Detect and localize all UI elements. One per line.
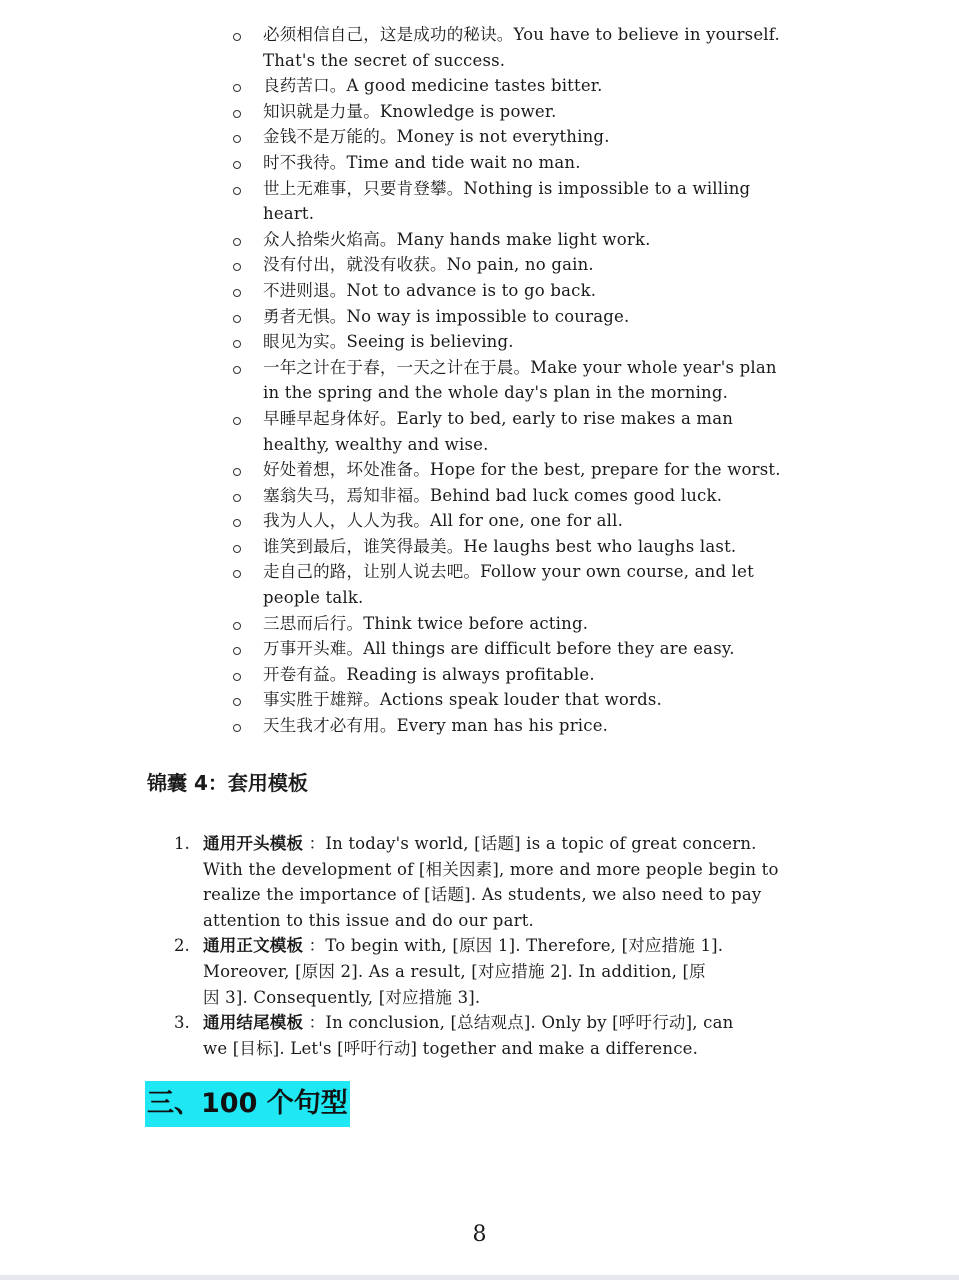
proverb-text-line: people talk. bbox=[263, 588, 364, 608]
bullet-circle-icon bbox=[233, 519, 241, 527]
bullet-circle-icon bbox=[233, 698, 241, 706]
proverb-item bbox=[0, 534, 838, 560]
template-label: 通用结尾模板 bbox=[203, 1013, 304, 1033]
template-label: 通用正文模板 bbox=[203, 936, 304, 956]
template-text: ：To begin with, [原因 1]. Therefore, [对应措施 1]. bbox=[303, 936, 724, 956]
bullet-circle-icon bbox=[233, 366, 241, 374]
bullet-circle-icon bbox=[233, 315, 241, 323]
template-text-line bbox=[203, 1010, 823, 1036]
template-item bbox=[0, 1010, 823, 1061]
bullet-circle-icon bbox=[233, 340, 241, 348]
section-heading: 锦囊 4：套用模板 bbox=[147, 771, 308, 795]
proverb-text-line: 走自己的路，让别人说去吧。Follow your own course, and let bbox=[263, 562, 754, 582]
bullet-circle-icon bbox=[233, 84, 241, 92]
proverb-item bbox=[0, 687, 838, 713]
bullet-circle-icon bbox=[233, 622, 241, 630]
bullet-circle-icon bbox=[233, 673, 241, 681]
proverb-text-line: 天生我才必有用。Every man has his price. bbox=[263, 716, 609, 736]
template-list bbox=[0, 831, 959, 1061]
proverb-item bbox=[0, 22, 838, 73]
proverb-text-line: 万事开头难。All things are difficult before they are easy. bbox=[263, 639, 735, 659]
template-text-line: 因 3]. Consequently, [对应措施 3]. bbox=[203, 987, 481, 1007]
proverb-text-line: 塞翁失马，焉知非福。Behind bad luck comes good luck. bbox=[263, 485, 723, 505]
proverb-text-line: 金钱不是万能的。Money is not everything. bbox=[263, 127, 610, 147]
page-number: 8 bbox=[472, 1222, 487, 1247]
template-number: 1. bbox=[174, 834, 190, 853]
proverb-item bbox=[0, 713, 838, 739]
proverb-text-line: That's the secret of success. bbox=[263, 50, 506, 70]
bullet-circle-icon bbox=[233, 647, 241, 655]
proverb-text-line: 时不我待。Time and tide wait no man. bbox=[263, 152, 581, 172]
bullet-circle-icon bbox=[233, 570, 241, 578]
proverb-item bbox=[0, 278, 838, 304]
template-text-line: attention to this issue and do our part. bbox=[203, 910, 534, 930]
proverb-item bbox=[0, 176, 838, 227]
proverb-text-line: 眼见为实。Seeing is believing. bbox=[263, 332, 514, 352]
bullet-circle-icon bbox=[233, 110, 241, 118]
page-bottom-edge bbox=[0, 1275, 959, 1280]
template-number: 2. bbox=[174, 936, 190, 956]
template-text-line: With the development of [相关因素], more and more people begin to bbox=[203, 859, 779, 879]
bullet-circle-icon bbox=[233, 135, 241, 143]
proverb-item bbox=[0, 150, 838, 176]
proverb-text-line: in the spring and the whole day's plan in the morning. bbox=[263, 383, 729, 403]
bullet-circle-icon bbox=[233, 187, 241, 195]
proverb-item bbox=[0, 662, 838, 688]
proverb-text-line: 知识就是力量。Knowledge is power. bbox=[263, 101, 557, 121]
proverb-text-line: 开卷有益。Reading is always profitable. bbox=[263, 664, 595, 684]
template-text-line bbox=[203, 933, 823, 959]
proverb-item bbox=[0, 73, 838, 99]
proverb-text-line: 良药苦口。A good medicine tastes bitter. bbox=[263, 76, 603, 96]
bullet-circle-icon bbox=[233, 545, 241, 553]
bullet-circle-icon bbox=[233, 417, 241, 425]
proverb-item bbox=[0, 559, 838, 610]
bullet-circle-icon bbox=[233, 494, 241, 502]
template-label: 通用开头模板 bbox=[203, 834, 304, 853]
template-text: ：In today's world, [话题] is a topic of great concern. bbox=[303, 834, 757, 853]
proverb-text-line: 三思而后行。Think twice before acting. bbox=[263, 613, 589, 633]
proverb-text-line: 没有付出，就没有收获。No pain, no gain. bbox=[263, 255, 594, 275]
proverb-text-line: heart. bbox=[263, 204, 315, 224]
proverb-text-line: 事实胜于雄辩。Actions speak louder that words. bbox=[263, 690, 662, 710]
proverb-text-line: 世上无难事，只要肯登攀。Nothing is impossible to a willing bbox=[263, 178, 751, 198]
proverb-text-line: healthy, wealthy and wise. bbox=[263, 434, 489, 454]
proverb-text-line: 好处着想，坏处准备。Hope for the best, prepare for the worst. bbox=[263, 460, 781, 480]
proverb-text-line: 一年之计在于春，一天之计在于晨。Make your whole year's plan bbox=[263, 357, 777, 377]
proverb-item bbox=[0, 99, 838, 125]
proverb-item bbox=[0, 611, 838, 637]
proverb-list bbox=[0, 22, 959, 739]
template-item bbox=[0, 831, 823, 933]
template-number: 3. bbox=[174, 1013, 190, 1033]
proverb-item bbox=[0, 508, 838, 534]
bullet-circle-icon bbox=[233, 238, 241, 246]
proverb-item bbox=[0, 304, 838, 330]
bullet-circle-icon bbox=[233, 724, 241, 732]
proverb-text-line: 不进则退。Not to advance is to go back. bbox=[263, 280, 597, 300]
proverb-text-line: 早睡早起身体好。Early to bed, early to rise makes a man bbox=[263, 408, 734, 428]
bullet-circle-icon bbox=[233, 263, 241, 271]
bullet-circle-icon bbox=[233, 161, 241, 169]
bullet-circle-icon bbox=[233, 33, 241, 41]
template-text-line: we [目标]. Let's [呼吁行动] together and make a difference. bbox=[203, 1038, 699, 1058]
proverb-text-line: 谁笑到最后，谁笑得最美。He laughs best who laughs last. bbox=[263, 536, 737, 556]
proverb-item bbox=[0, 227, 838, 253]
proverb-item bbox=[0, 406, 838, 457]
proverb-text-line: 众人拾柴火焰高。Many hands make light work. bbox=[263, 229, 651, 249]
template-item bbox=[0, 933, 823, 1010]
template-text-line bbox=[203, 831, 823, 857]
template-text-line: realize the importance of [话题]. As students, we also need to pay bbox=[203, 885, 762, 905]
proverb-item bbox=[0, 457, 838, 483]
proverb-item bbox=[0, 483, 838, 509]
template-text: ：In conclusion, [总结观点]. Only by [呼吁行动], can bbox=[303, 1013, 734, 1033]
bullet-circle-icon bbox=[233, 468, 241, 476]
template-text-line: Moreover, [原因 2]. As a result, [对应措施 2]. In addition, [原 bbox=[203, 961, 706, 981]
proverb-item bbox=[0, 329, 838, 355]
proverb-text-line: 必须相信自己，这是成功的秘诀。You have to believe in yourself. bbox=[263, 25, 780, 44]
proverb-item bbox=[0, 355, 838, 406]
bullet-circle-icon bbox=[233, 289, 241, 297]
proverb-item bbox=[0, 124, 838, 150]
part-title-highlighted: 三、100 个句型 bbox=[145, 1081, 350, 1127]
proverb-item bbox=[0, 636, 838, 662]
proverb-text-line: 勇者无惧。No way is impossible to courage. bbox=[263, 306, 630, 326]
proverb-item bbox=[0, 252, 838, 278]
proverb-text-line: 我为人人，人人为我。All for one, one for all. bbox=[263, 511, 624, 531]
